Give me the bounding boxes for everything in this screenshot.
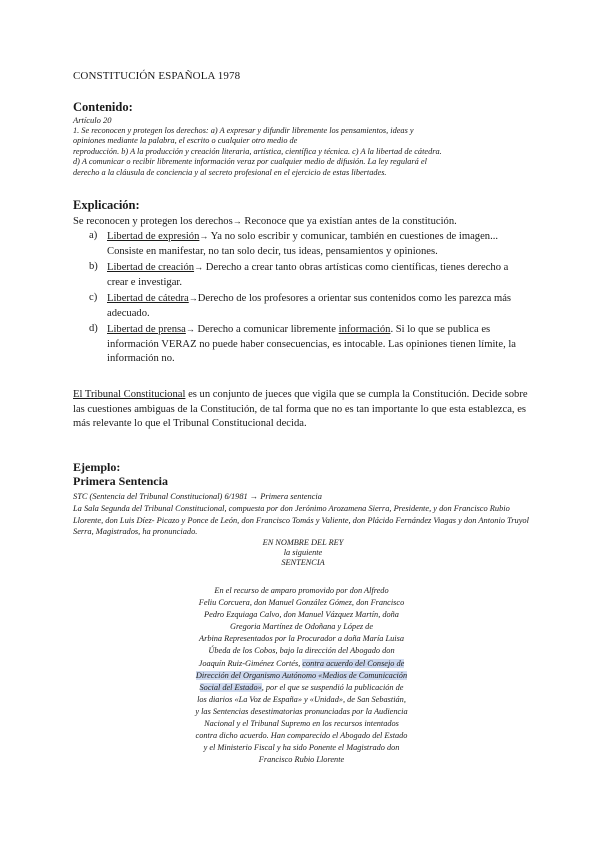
list-item — [73, 291, 529, 321]
amparo-text: , por el que se suspendió la publicación de — [261, 682, 404, 692]
amparo-line: Nacional y el Tribunal Supremo en los recursos intentados — [204, 719, 399, 729]
tribunal-term: El Tribunal Constitucional — [73, 389, 186, 400]
articulo-text — [73, 126, 523, 178]
stc-line: STC (Sentencia del Tribunal Constitucional) 6/1981 → Primera sentencia — [73, 492, 322, 501]
amparo-line: Gregoria Martínez de Odoñana y López de — [229, 622, 374, 632]
arrow-icon: → — [194, 262, 204, 272]
arrow-icon: → — [185, 324, 195, 334]
list-marker: a) — [89, 230, 98, 241]
amparo-line — [170, 682, 433, 694]
arrow-icon: → — [188, 293, 198, 303]
highlighted-text: contra acuerdo del Consejo de — [302, 658, 405, 668]
list-term: Libertad de prensa — [107, 324, 186, 335]
amparo-line: Úbeda de los Cobos, bajo la dirección del Abogado don — [208, 646, 395, 656]
amparo-line — [170, 658, 433, 670]
amparo-line: contra dicho acuerdo. Han comparecido el Abogado del Estado — [195, 731, 408, 741]
sala-text: La Sala Segunda del Tribunal Constitucional, compuesta por don Jerónimo Arozamena Sierra, Presidente, y don Francisco Rubio Llorente, don Luis Díez- Picazo y Ponce de León, don Francisco Tomás y Valiente, don Plácido Fernández Viagas y don Antonio Truyol Serra, Magistrados, ha pronunciado. — [73, 503, 529, 537]
list-text: Derecho a comunicar libremente — [194, 324, 339, 335]
list-item — [73, 322, 529, 367]
document-title: CONSTITUCIÓN ESPAÑOLA 1978 — [73, 70, 241, 82]
list-marker: c) — [89, 292, 98, 303]
list-text: . Si lo que se publica es información VERAZ no puede haber consecuencias, es intocable. Las opiniones tienen límite, la información no. — [107, 324, 517, 364]
amparo-line: y las Sentencias desestimatorias pronunciadas por la Audiencia — [195, 706, 408, 716]
sentencia-block — [73, 491, 533, 538]
amparo-line: los diarios «La Voz de España» y «Unidad», de San Sebastián, — [197, 694, 406, 704]
list-item — [73, 229, 529, 259]
list-text: Derecho a crear tanto obras artísticas como científicas, tienes derecho a crear e investigar. — [107, 262, 509, 288]
rey-line: la siguiente — [283, 548, 323, 558]
list-underlined: información — [338, 324, 391, 335]
list-term: Libertad de expresión — [107, 231, 200, 242]
arrow-icon: → — [199, 231, 209, 241]
contenido-heading: Contenido: — [73, 100, 133, 114]
list-item — [73, 260, 529, 290]
articulo-line: reproducción. b) A la producción y creación literaria, artística, científica y técnica. c) A la libertad de cátedra. — [73, 146, 442, 156]
amparo-text: Joaquín Ruiz-Giménez Cortés, — [198, 658, 303, 668]
list-text: Derecho de los profesores a orientar sus contenidos como les parezca más adecuado. — [107, 293, 512, 319]
articulo-line: derecho a la cláusula de conciencia y al secreto profesional en el ejercicio de estas libertades. — [73, 167, 387, 177]
rey-line: EN NOMBRE DEL REY — [262, 538, 344, 547]
list-marker: b) — [89, 261, 98, 272]
tribunal-text: es un conjunto de jueces que vigila que se cumpla la Constitución. Decide sobre las cuestiones ambiguas de la Constitución, de tal forma que no es tan importante lo que esta establezca, es más relevante lo que el Tribunal Constitucional decida. — [73, 389, 528, 429]
tribunal-paragraph — [73, 388, 529, 432]
list-text: Ya no solo escribir y comunicar, también en cuestiones de imagen... Consiste en manifestar, no tan solo decir, tus ideas, pensamientos y opiniones. — [107, 231, 499, 257]
amparo-line: Arbina Representados por la Procurador a doña María Luisa — [199, 634, 404, 644]
articulo-line: d) A comunicar o recibir libremente información veraz por cualquier medio de difusión. La ley regulará el — [73, 157, 427, 167]
highlighted-text: Social del Estado» — [199, 682, 262, 692]
amparo-line: Feliu Corcuera, don Manuel González Gómez, don Francisco — [198, 598, 405, 608]
amparo-block — [170, 585, 433, 766]
intro-text: Se reconocen y protegen los derechos — [73, 216, 233, 227]
amparo-line: En el recurso de amparo promovido por don Alfredo — [214, 586, 389, 595]
primera-sentencia-heading: Primera Sentencia — [73, 474, 168, 488]
list-term: Libertad de creación — [107, 262, 195, 273]
derechos-list — [73, 229, 529, 368]
amparo-line: Francisco Rubio Llorente — [258, 755, 345, 765]
ejemplo-heading: Ejemplo: — [73, 460, 121, 474]
amparo-line — [170, 670, 433, 682]
articulo-line: 1. Se reconocen y protegen los derechos: a) A expresar y difundir libremente los pensamientos, ideas y — [73, 126, 414, 135]
explicacion-intro — [73, 214, 529, 230]
rey-block — [73, 538, 533, 569]
amparo-line: Pedro Ezquiaga Calvo, don Manuel Vázquez Martín, doña — [204, 610, 399, 620]
list-term: Libertad de cátedra — [107, 293, 189, 304]
rey-line: SENTENCIA — [281, 558, 325, 568]
explicacion-heading: Explicación: — [73, 198, 140, 212]
list-marker: d) — [89, 323, 98, 334]
articulo-label: Artículo 20 — [73, 115, 112, 125]
highlighted-text: Dirección del Organismo Autónomo «Medios de Comunicación — [195, 670, 408, 680]
articulo-line: opiniones mediante la palabra, el escrito o cualquier otro medio de — [73, 136, 298, 146]
intro-rest: Reconoce que ya existían antes de la constitución. — [241, 216, 457, 227]
arrow-icon: → — [232, 216, 242, 226]
amparo-line: y el Ministerio Fiscal y ha sido Ponente el Magistrado don — [203, 743, 400, 753]
